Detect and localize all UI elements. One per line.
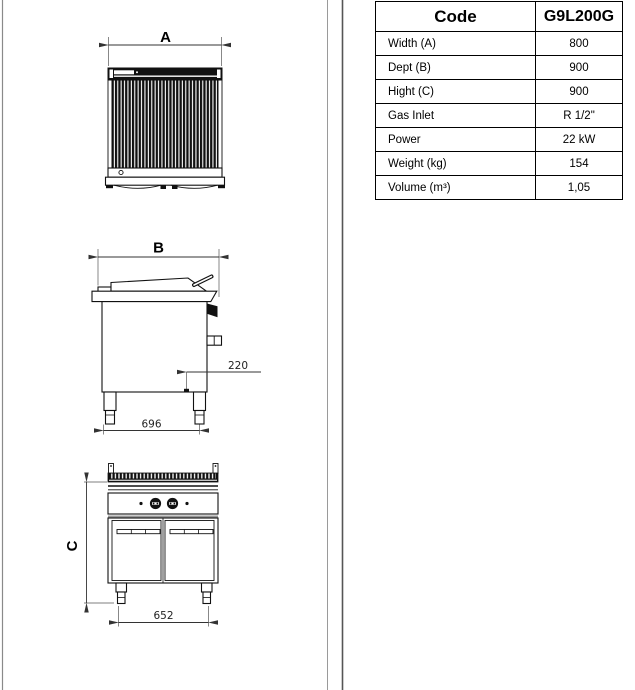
spec-header-row: [376, 2, 623, 32]
scraper-handle: [194, 277, 212, 286]
igniter-button-icon: [185, 502, 188, 505]
table-row: [376, 32, 623, 56]
burner-knob-icon: [167, 498, 178, 509]
control-panel: [108, 493, 218, 514]
dim-696: 696: [141, 418, 162, 431]
top-view-drawing: [106, 29, 226, 189]
spec-label-hight: Hight (C): [376, 80, 536, 104]
grill-grate-surface: [112, 81, 219, 168]
spec-label-dept: Dept (B): [376, 56, 536, 80]
dim-220: 220: [227, 360, 249, 373]
spec-value-volume: 1,05: [536, 176, 623, 200]
spec-label-gas-inlet: Gas Inlet: [376, 104, 536, 128]
front-legs: [116, 583, 212, 604]
table-row: [376, 104, 623, 128]
spec-value-gas-inlet: R 1/2": [536, 104, 623, 128]
table-row: [376, 176, 623, 200]
table-row: [376, 80, 623, 104]
dim-label-a: A: [160, 29, 171, 46]
spec-label-volume: Volume (m³): [376, 176, 536, 200]
spec-label-weight: Weight (kg): [376, 152, 536, 176]
side-knob: [207, 304, 218, 318]
burner-knob-icon: [150, 498, 161, 509]
spec-value-weight: 154: [536, 152, 623, 176]
spec-value-width: 800: [536, 32, 623, 56]
pilot-light-icon: [139, 502, 142, 505]
spec-header-model: G9L200G: [536, 2, 623, 32]
table-row: [376, 56, 623, 80]
spec-value-dept: 900: [536, 56, 623, 80]
spec-table: [375, 1, 622, 200]
spec-value-hight: 900: [536, 80, 623, 104]
table-row: [376, 128, 623, 152]
front-view-drawing: [64, 464, 218, 627]
dim-label-b: B: [153, 239, 164, 257]
spec-label-width: Width (A): [376, 32, 536, 56]
side-view-drawing: [92, 240, 261, 435]
side-worktop: [92, 291, 217, 301]
table-row: [376, 152, 623, 176]
gas-inlet: [207, 336, 222, 345]
top-front-strip: [108, 168, 222, 177]
top-front-edge: [106, 177, 225, 185]
spec-label-power: Power: [376, 128, 536, 152]
dim-label-c: C: [64, 540, 81, 552]
dim-652: 652: [153, 610, 174, 622]
spec-header-code: Code: [376, 2, 536, 32]
side-body: [102, 302, 207, 392]
spec-value-power: 22 kW: [536, 128, 623, 152]
